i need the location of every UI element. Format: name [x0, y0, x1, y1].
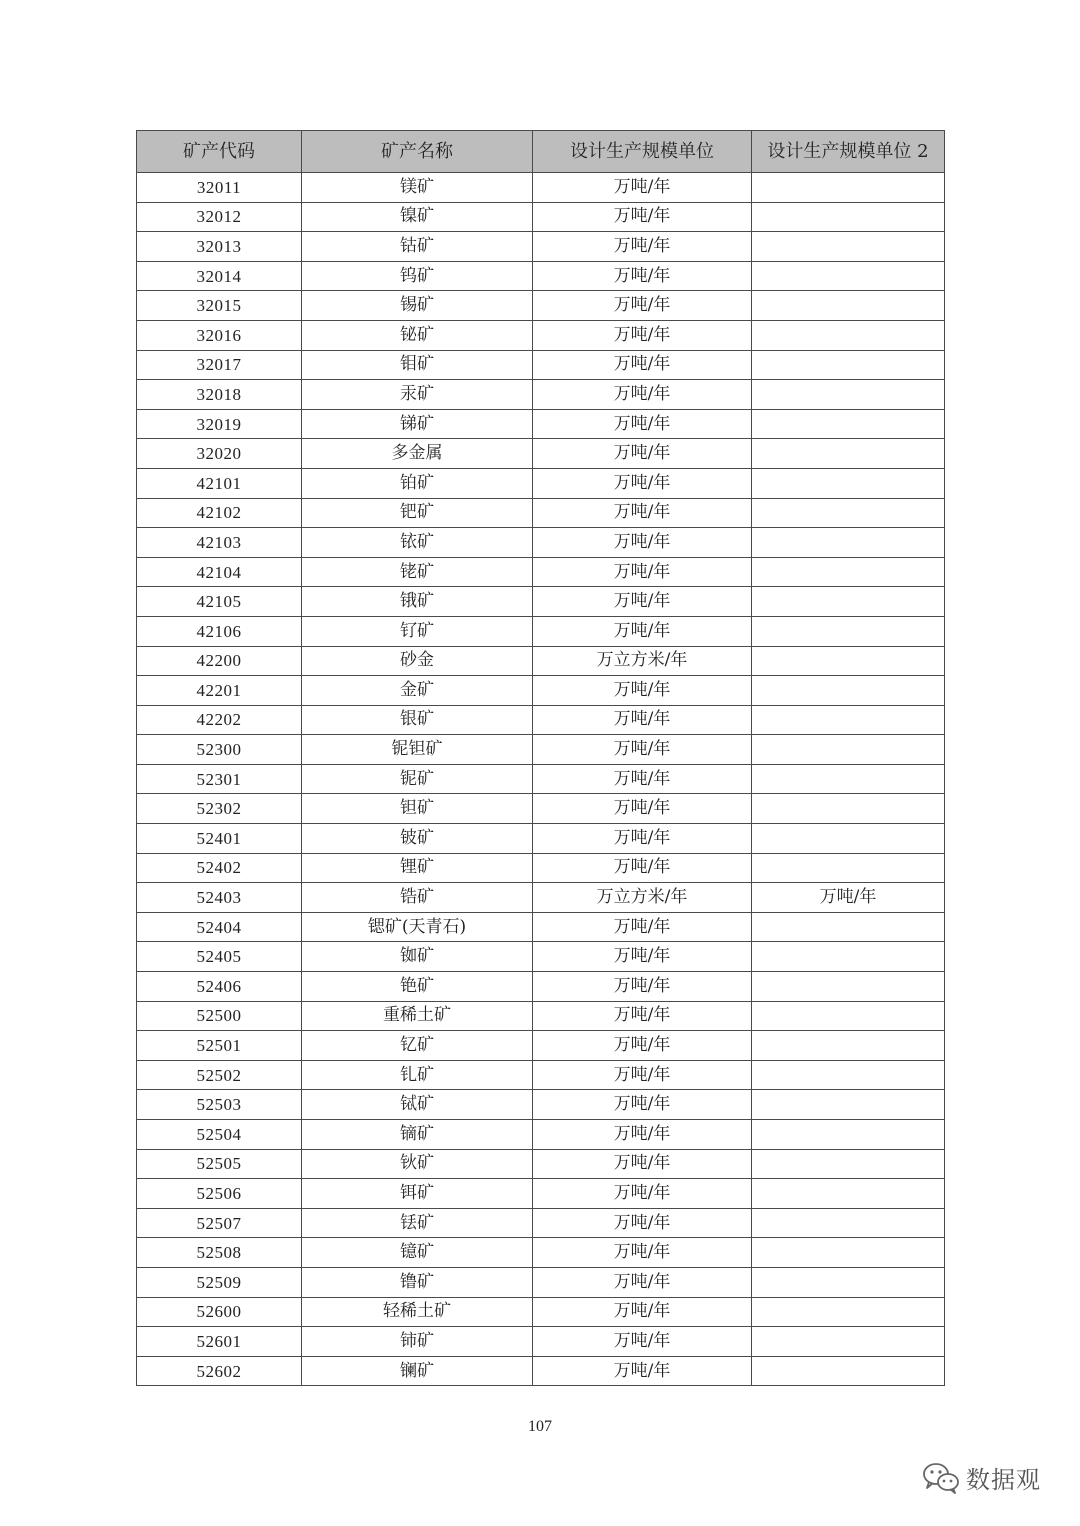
- cell-design-unit-2: [752, 409, 945, 439]
- table-row: [137, 1090, 945, 1120]
- cell-mineral-name: 锂矿: [302, 853, 533, 883]
- cell-design-unit: 万吨/年: [533, 824, 752, 854]
- cell-mineral-name: 钬矿: [302, 1149, 533, 1179]
- cell-design-unit-2: [752, 1149, 945, 1179]
- cell-mineral-code: 52405: [137, 942, 302, 972]
- table-row: [137, 1120, 945, 1150]
- cell-mineral-name: 铷矿: [302, 942, 533, 972]
- table-row: [137, 1031, 945, 1061]
- cell-mineral-name: 铒矿: [302, 1179, 533, 1209]
- cell-mineral-name: 镁矿: [302, 173, 533, 203]
- cell-design-unit: 万吨/年: [533, 705, 752, 735]
- cell-mineral-code: 32017: [137, 350, 302, 380]
- table-row: [137, 498, 945, 528]
- cell-mineral-code: 52506: [137, 1179, 302, 1209]
- header-mineral-code: 矿产代码: [137, 131, 302, 173]
- cell-design-unit-2: [752, 1208, 945, 1238]
- table-row: [137, 468, 945, 498]
- table-row: [137, 912, 945, 942]
- cell-design-unit-2: [752, 557, 945, 587]
- cell-mineral-code: 52602: [137, 1356, 302, 1386]
- mineral-unit-table: [136, 130, 945, 1386]
- cell-design-unit: 万吨/年: [533, 350, 752, 380]
- table-row: [137, 735, 945, 765]
- cell-mineral-name: 铂矿: [302, 468, 533, 498]
- cell-mineral-name: 锆矿: [302, 883, 533, 913]
- cell-design-unit-2: [752, 972, 945, 1002]
- cell-design-unit: 万吨/年: [533, 1179, 752, 1209]
- cell-mineral-name: 铱矿: [302, 528, 533, 558]
- table-row: [137, 1001, 945, 1031]
- cell-mineral-code: 42106: [137, 616, 302, 646]
- table-row: [137, 1179, 945, 1209]
- table-row: [137, 1267, 945, 1297]
- cell-mineral-code: 42201: [137, 676, 302, 706]
- table-row: [137, 350, 945, 380]
- cell-mineral-name: 镝矿: [302, 1120, 533, 1150]
- cell-design-unit-2: [752, 616, 945, 646]
- cell-design-unit: 万吨/年: [533, 468, 752, 498]
- cell-mineral-code: 32011: [137, 173, 302, 203]
- table-row: [137, 824, 945, 854]
- cell-design-unit-2: [752, 676, 945, 706]
- cell-design-unit: 万吨/年: [533, 1208, 752, 1238]
- cell-design-unit: 万吨/年: [533, 942, 752, 972]
- cell-design-unit-2: [752, 1238, 945, 1268]
- cell-design-unit: 万吨/年: [533, 1327, 752, 1357]
- cell-mineral-code: 52300: [137, 735, 302, 765]
- table-row: [137, 942, 945, 972]
- table-row: [137, 320, 945, 350]
- table-row: [137, 202, 945, 232]
- cell-design-unit-2: [752, 824, 945, 854]
- table-row: [137, 291, 945, 321]
- wechat-icon: [922, 1462, 960, 1494]
- cell-design-unit-2: [752, 1267, 945, 1297]
- header-design-unit-2: 设计生产规模单位 2: [752, 131, 945, 173]
- cell-design-unit: 万吨/年: [533, 853, 752, 883]
- header-mineral-name: 矿产名称: [302, 131, 533, 173]
- cell-design-unit: 万吨/年: [533, 409, 752, 439]
- cell-mineral-code: 32019: [137, 409, 302, 439]
- cell-mineral-code: 52501: [137, 1031, 302, 1061]
- cell-mineral-name: 钨矿: [302, 261, 533, 291]
- cell-design-unit: 万吨/年: [533, 1031, 752, 1061]
- cell-design-unit-2: [752, 350, 945, 380]
- table-row: [137, 676, 945, 706]
- cell-design-unit-2: [752, 202, 945, 232]
- table-row: [137, 705, 945, 735]
- table-row: [137, 1297, 945, 1327]
- cell-mineral-name: 镥矿: [302, 1267, 533, 1297]
- cell-mineral-code: 42103: [137, 528, 302, 558]
- cell-mineral-name: 镍矿: [302, 202, 533, 232]
- cell-design-unit: 万吨/年: [533, 972, 752, 1002]
- cell-design-unit: 万吨/年: [533, 1356, 752, 1386]
- table-row: [137, 616, 945, 646]
- cell-design-unit: 万吨/年: [533, 557, 752, 587]
- cell-design-unit-2: [752, 498, 945, 528]
- table-row: [137, 853, 945, 883]
- cell-design-unit-2: [752, 261, 945, 291]
- cell-design-unit: 万吨/年: [533, 291, 752, 321]
- header-design-unit: 设计生产规模单位: [533, 131, 752, 173]
- cell-design-unit-2: [752, 764, 945, 794]
- cell-design-unit-2: [752, 1090, 945, 1120]
- table-row: [137, 972, 945, 1002]
- cell-mineral-name: 铯矿: [302, 972, 533, 1002]
- cell-design-unit: 万吨/年: [533, 764, 752, 794]
- cell-design-unit: 万立方米/年: [533, 883, 752, 913]
- table-row: [137, 1060, 945, 1090]
- cell-mineral-name: 铽矿: [302, 1090, 533, 1120]
- cell-design-unit: 万吨/年: [533, 912, 752, 942]
- cell-mineral-code: 52301: [137, 764, 302, 794]
- cell-design-unit-2: [752, 1327, 945, 1357]
- cell-mineral-name: 钯矿: [302, 498, 533, 528]
- cell-mineral-code: 42102: [137, 498, 302, 528]
- cell-mineral-code: 52302: [137, 794, 302, 824]
- cell-mineral-code: 32014: [137, 261, 302, 291]
- cell-design-unit: 万吨/年: [533, 498, 752, 528]
- cell-design-unit: 万吨/年: [533, 261, 752, 291]
- cell-design-unit-2: [752, 468, 945, 498]
- cell-design-unit-2: [752, 291, 945, 321]
- table-row: [137, 380, 945, 410]
- cell-mineral-code: 52404: [137, 912, 302, 942]
- cell-design-unit-2: [752, 646, 945, 676]
- table-row: [137, 883, 945, 913]
- cell-design-unit: 万吨/年: [533, 794, 752, 824]
- cell-design-unit-2: [752, 942, 945, 972]
- cell-mineral-code: 52504: [137, 1120, 302, 1150]
- cell-design-unit: 万吨/年: [533, 676, 752, 706]
- table-row: [137, 646, 945, 676]
- cell-mineral-code: 42101: [137, 468, 302, 498]
- table-body: [137, 173, 945, 1386]
- cell-mineral-name: 砂金: [302, 646, 533, 676]
- cell-mineral-code: 52600: [137, 1297, 302, 1327]
- cell-design-unit: 万吨/年: [533, 1267, 752, 1297]
- cell-mineral-code: 42105: [137, 587, 302, 617]
- cell-mineral-name: 银矿: [302, 705, 533, 735]
- table-row: [137, 764, 945, 794]
- cell-design-unit-2: [752, 587, 945, 617]
- table-row: [137, 587, 945, 617]
- cell-design-unit-2: [752, 1179, 945, 1209]
- cell-mineral-name: 汞矿: [302, 380, 533, 410]
- cell-mineral-code: 32012: [137, 202, 302, 232]
- cell-mineral-name: 镱矿: [302, 1238, 533, 1268]
- cell-mineral-code: 52500: [137, 1001, 302, 1031]
- cell-design-unit: 万吨/年: [533, 1060, 752, 1090]
- cell-design-unit-2: [752, 232, 945, 262]
- cell-mineral-code: 52509: [137, 1267, 302, 1297]
- cell-mineral-name: 锇矿: [302, 587, 533, 617]
- cell-mineral-name: 金矿: [302, 676, 533, 706]
- watermark-text: 数据观: [966, 1466, 1041, 1494]
- table-row: [137, 794, 945, 824]
- cell-design-unit: 万吨/年: [533, 587, 752, 617]
- cell-design-unit-2: [752, 705, 945, 735]
- table-row: [137, 439, 945, 469]
- cell-design-unit: 万吨/年: [533, 439, 752, 469]
- cell-mineral-code: 42104: [137, 557, 302, 587]
- cell-design-unit-2: [752, 173, 945, 203]
- table-row: [137, 1238, 945, 1268]
- cell-design-unit: 万吨/年: [533, 1297, 752, 1327]
- cell-mineral-code: 32015: [137, 291, 302, 321]
- cell-mineral-name: 钆矿: [302, 1060, 533, 1090]
- table-row: [137, 261, 945, 291]
- cell-design-unit-2: 万吨/年: [752, 883, 945, 913]
- cell-mineral-name: 锶矿(天青石): [302, 912, 533, 942]
- cell-mineral-name: 轻稀土矿: [302, 1297, 533, 1327]
- cell-mineral-name: 钴矿: [302, 232, 533, 262]
- cell-design-unit-2: [752, 1060, 945, 1090]
- cell-mineral-code: 52403: [137, 883, 302, 913]
- table-row: [137, 1149, 945, 1179]
- cell-design-unit-2: [752, 1356, 945, 1386]
- cell-mineral-code: 32018: [137, 380, 302, 410]
- cell-mineral-name: 锑矿: [302, 409, 533, 439]
- cell-mineral-code: 52406: [137, 972, 302, 1002]
- cell-design-unit: 万吨/年: [533, 320, 752, 350]
- cell-mineral-name: 铌矿: [302, 764, 533, 794]
- cell-design-unit: 万吨/年: [533, 616, 752, 646]
- cell-design-unit-2: [752, 853, 945, 883]
- table-row: [137, 1356, 945, 1386]
- cell-mineral-code: 52507: [137, 1208, 302, 1238]
- cell-design-unit: 万吨/年: [533, 232, 752, 262]
- cell-mineral-code: 32016: [137, 320, 302, 350]
- cell-mineral-name: 铑矿: [302, 557, 533, 587]
- cell-design-unit-2: [752, 1297, 945, 1327]
- cell-design-unit: 万吨/年: [533, 1238, 752, 1268]
- table-row: [137, 528, 945, 558]
- page-number: 107: [528, 1418, 552, 1435]
- cell-mineral-name: 铋矿: [302, 320, 533, 350]
- cell-design-unit: 万吨/年: [533, 173, 752, 203]
- cell-mineral-code: 52402: [137, 853, 302, 883]
- cell-mineral-code: 42200: [137, 646, 302, 676]
- cell-mineral-name: 钽矿: [302, 794, 533, 824]
- cell-design-unit-2: [752, 380, 945, 410]
- cell-design-unit: 万吨/年: [533, 1090, 752, 1120]
- table-header-row: [137, 131, 945, 173]
- cell-mineral-name: 锡矿: [302, 291, 533, 321]
- cell-mineral-name: 铍矿: [302, 824, 533, 854]
- cell-design-unit: 万吨/年: [533, 380, 752, 410]
- cell-design-unit: 万吨/年: [533, 1149, 752, 1179]
- cell-mineral-name: 钼矿: [302, 350, 533, 380]
- cell-design-unit: 万吨/年: [533, 528, 752, 558]
- cell-mineral-name: 多金属: [302, 439, 533, 469]
- cell-mineral-name: 镧矿: [302, 1356, 533, 1386]
- cell-design-unit: 万立方米/年: [533, 646, 752, 676]
- cell-mineral-name: 铌钽矿: [302, 735, 533, 765]
- cell-mineral-code: 52503: [137, 1090, 302, 1120]
- cell-mineral-code: 52401: [137, 824, 302, 854]
- cell-mineral-name: 钌矿: [302, 616, 533, 646]
- cell-mineral-name: 铈矿: [302, 1327, 533, 1357]
- table-row: [137, 1208, 945, 1238]
- table-row: [137, 173, 945, 203]
- cell-design-unit: 万吨/年: [533, 202, 752, 232]
- cell-design-unit-2: [752, 912, 945, 942]
- cell-design-unit-2: [752, 1120, 945, 1150]
- table-row: [137, 557, 945, 587]
- cell-design-unit: 万吨/年: [533, 1120, 752, 1150]
- cell-mineral-code: 52508: [137, 1238, 302, 1268]
- watermark: [922, 1460, 1041, 1495]
- cell-design-unit: 万吨/年: [533, 1001, 752, 1031]
- cell-design-unit: 万吨/年: [533, 735, 752, 765]
- cell-mineral-code: 42202: [137, 705, 302, 735]
- cell-design-unit-2: [752, 794, 945, 824]
- cell-mineral-name: 重稀土矿: [302, 1001, 533, 1031]
- cell-mineral-name: 钇矿: [302, 1031, 533, 1061]
- cell-mineral-code: 52502: [137, 1060, 302, 1090]
- cell-mineral-name: 铥矿: [302, 1208, 533, 1238]
- cell-design-unit-2: [752, 439, 945, 469]
- cell-design-unit-2: [752, 1001, 945, 1031]
- table-row: [137, 409, 945, 439]
- cell-design-unit-2: [752, 320, 945, 350]
- cell-design-unit-2: [752, 735, 945, 765]
- cell-mineral-code: 52601: [137, 1327, 302, 1357]
- table-row: [137, 1327, 945, 1357]
- cell-design-unit-2: [752, 528, 945, 558]
- cell-design-unit-2: [752, 1031, 945, 1061]
- cell-mineral-code: 52505: [137, 1149, 302, 1179]
- table-row: [137, 232, 945, 262]
- cell-mineral-code: 32013: [137, 232, 302, 262]
- cell-mineral-code: 32020: [137, 439, 302, 469]
